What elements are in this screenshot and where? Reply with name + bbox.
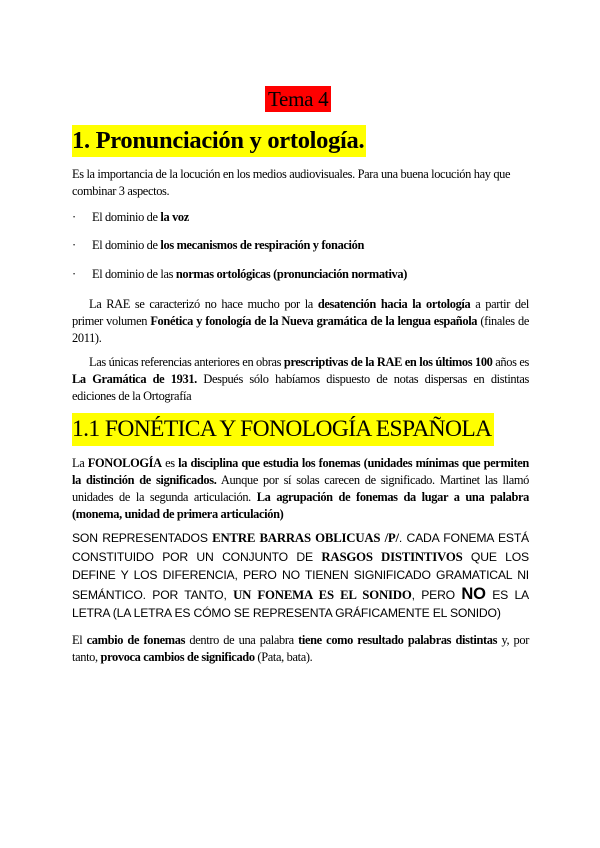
text-run: La RAE se caracterizó no hace mucho por la	[89, 297, 318, 311]
bullet-text: El dominio de las	[92, 267, 176, 281]
text-run: El	[72, 633, 87, 647]
bullet-bold: la voz	[160, 210, 189, 224]
text-run: SON REPRESENTADOS	[72, 531, 213, 545]
text-run: años es	[492, 355, 529, 369]
text-run: ES LA LETRA (LA LETRA ES CÓMO SE REPRESENTA GRÁFICAMENTE EL SONIDO)	[72, 587, 529, 620]
fonologia-paragraph	[72, 455, 529, 523]
bold-run: la disciplina que estudia los fonemas (unidades mínimas que permiten la distinción de significados.	[72, 456, 529, 487]
bullet-bold: los mecanismos de respiración y fonación	[160, 238, 365, 252]
text-run: y, por tanto,	[72, 633, 530, 664]
text-run: a partir del primer volumen	[72, 297, 529, 328]
bold-run: tiene como resultado palabras distintas	[298, 633, 498, 647]
bullet-bold: normas ortológicas (pronunciación normativa)	[175, 267, 408, 281]
bold-run: provoca cambios de significado	[100, 650, 255, 664]
heading-pronunciacion: 1. Pronunciación y ortología.	[72, 125, 366, 157]
text-run: Aunque por sí solas carecen de significado. Martinet las llamó unidades de la segunda articulación.	[72, 473, 529, 504]
emphasis-no: NO	[461, 584, 486, 603]
text-run: , PERO	[411, 587, 462, 602]
bullet-dot: ·	[72, 267, 76, 281]
text-run: QUE LOS DEFINE Y LOS DIFERENCIA, PERO NO TIENEN SIGNIFICADO GRAMATICAL NI SEMÁNTICO. POR TANTO,	[72, 549, 529, 602]
title-badge: Tema 4	[265, 86, 331, 112]
text-run: Después sólo habíamos dispuesto de notas dispersas en distintas ediciones de la Ortografía	[72, 372, 529, 403]
bullet-text: El dominio de	[92, 210, 161, 224]
bold-run: RASGOS DISTINTIVOS	[321, 549, 463, 564]
bold-run: cambio de fonemas	[86, 633, 186, 647]
text-run: Las únicas referencias anteriores en obras	[89, 355, 284, 369]
cambio-paragraph	[72, 632, 529, 666]
bold-run: La agrupación de fonemas da lugar a una palabra (monema, unidad de primera articulación)	[72, 490, 529, 521]
bold-run: prescriptivas de la RAE en los últimos 100	[283, 355, 493, 369]
bullet-dot: ·	[72, 238, 76, 252]
text-run: (finales de 2011).	[72, 314, 529, 345]
heading-fonetica: 1.1 FONÉTICA Y FONOLOGÍA ESPAÑOLA	[72, 413, 494, 446]
text-run: . CADA FONEMA ESTÁ CONSTITUIDO POR UN CONJUNTO DE	[72, 531, 529, 564]
bullet-text: El dominio de	[92, 238, 161, 252]
text-run: (Pata, bata).	[254, 650, 313, 664]
text-run: dentro de una palabra	[185, 633, 299, 647]
text-run: La	[72, 456, 88, 470]
bold-run: La Gramática de 1931.	[72, 372, 197, 386]
intro-paragraph: Es la importancia de la locución en los medios audiovisuales. Para una buena locución hay que combinar 3 aspectos.	[72, 167, 511, 198]
rae-paragraph	[72, 296, 529, 347]
text-run: es	[161, 456, 179, 470]
referencias-paragraph	[72, 354, 529, 405]
fonema-caps-paragraph	[72, 529, 529, 623]
bullet-dot: ·	[72, 210, 76, 224]
bold-run: desatención hacia la ortología	[317, 297, 471, 311]
bold-run: FONOLOGÍA	[87, 456, 162, 470]
bold-run: Fonética y fonología de la Nueva gramática de la lengua española	[150, 314, 478, 328]
bold-run: ENTRE BARRAS OBLICUAS /P/	[212, 531, 399, 545]
bold-run: UN FONEMA ES EL SONIDO	[233, 587, 412, 602]
